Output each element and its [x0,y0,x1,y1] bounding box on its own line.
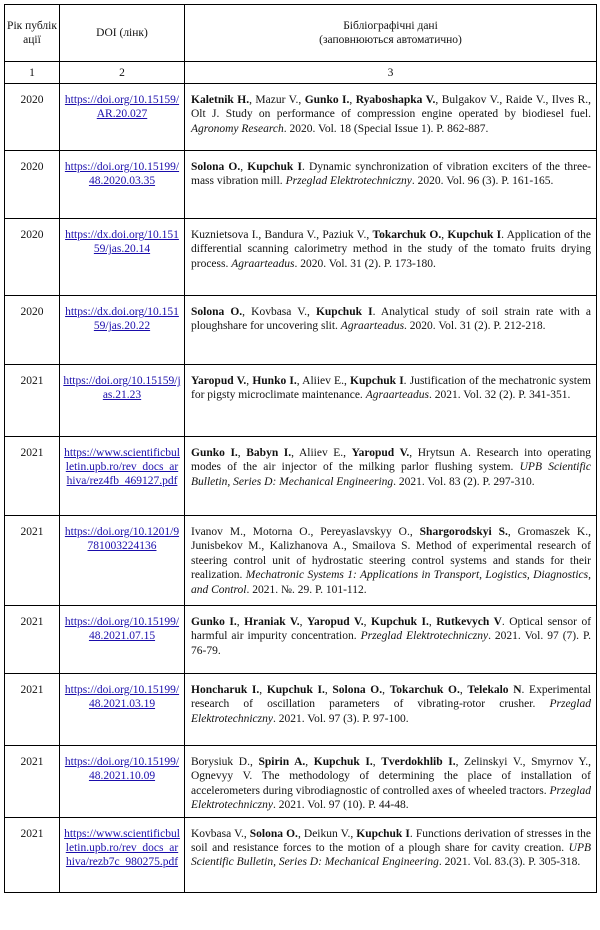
table-row [5,817,597,892]
bibliography-cell [185,746,597,818]
citation-text: , Aliiev E., [291,447,352,459]
table-row [5,219,597,296]
author-name: Yaropud V. [351,447,410,459]
doi-link[interactable]: https://doi.org/10.15199/48.2021.07.15 [64,616,180,642]
column-number: 2 [60,62,185,84]
citation-text: , [299,616,308,628]
table-row [5,746,597,818]
table-row [5,296,597,365]
citation-text: , Gromaszek K., Junisbekov M., Kalizhanova A., Smailova S. Method of experimental research of steering control unit of hydrostatic steering control systems and stands for their realization. [191,526,591,582]
citation-text: . Experimental research of oscillation parameters of vibrating-rotor crusher. [191,684,592,711]
table-row [5,437,597,516]
author-name: Hunko I. [252,375,297,387]
doi-cell [60,219,185,296]
citation-text: , [459,684,468,696]
doi-link[interactable]: https://dx.doi.org/10.15159/jas.20.14 [65,229,179,255]
year-cell: 2021 [5,817,60,892]
citation-text: . 2020. Vol. 31 (2). P. 173-180. [294,257,436,270]
citation-text: . 2021. Vol. 83 (2). P. 297-310. [393,475,535,488]
doi-cell [60,365,185,437]
doi-cell [60,674,185,746]
table-row [5,674,597,746]
author-name: Gunko I. [191,616,237,628]
citation-text: , [372,756,382,768]
bibliography-cell [185,606,597,674]
citation-text: . 2021. Vol. 97 (7). P. 76-79. [191,630,591,657]
author-name: Solona O. [191,161,241,173]
citation-text: , Mazur V., [249,94,305,106]
citation-text: , Bulgakov V., Raide V., Ilves R., Olt J. Study on performance of compression engine operated by biodiesel fuel. [191,94,591,121]
doi-cell [60,437,185,516]
citation-text: . Dynamic synchronization of vibration exciters of the three-mass vibration mill. [191,161,592,188]
column-number-row [5,62,597,84]
citation-text: , Hrytsun A. Research into operating modes of the air injector of the milking parlor flushing system. [191,447,592,474]
citation-text: , [237,447,247,459]
journal-name: Agraarteadus [365,389,429,402]
citation-text: Kuznietsova I., Bandura V., Paziuk V., [191,229,373,241]
author-name: Spirin A. [258,756,306,768]
author-name: Ryaboshapka V. [355,94,436,106]
table-row [5,365,597,437]
author-name: Tokarchuk O. [389,684,460,696]
author-name: Kupchuk I [447,229,502,241]
bibliography-cell [185,365,597,437]
citation-text: , [240,161,248,173]
year-cell: 2021 [5,746,60,818]
header-bib-subtitle: (заповнюються автоматично) [319,34,462,46]
citation-text: , Kovbasa V., [242,306,316,318]
bibliography-cell [185,817,597,892]
citation-text: . 2021. Vol. 83.(3). P. 305-318. [438,856,581,869]
citation-text: . 2020. Vol. 96 (3). P. 161-165. [411,175,554,188]
doi-cell [60,151,185,219]
author-name: Kupchuk I. [371,616,429,628]
citation-text: , [259,684,267,696]
year-cell: 2020 [5,296,60,365]
year-cell: 2021 [5,365,60,437]
author-name: Telekalo N [467,684,522,696]
doi-cell [60,296,185,365]
doi-cell [60,746,185,818]
year-cell: 2020 [5,84,60,151]
author-name: Kupchuk I. [313,756,373,768]
author-name: Tverdokhlib I. [381,756,456,768]
year-cell: 2021 [5,516,60,606]
citation-text: , [324,684,333,696]
doi-link[interactable]: https://doi.org/10.15159/jas.21.23 [63,375,181,401]
doi-link[interactable]: https://dx.doi.org/10.15159/jas.20.22 [65,306,179,332]
author-name: Kupchuk I [247,161,302,173]
table-row [5,151,597,219]
citation-text: Kovbasa V., [191,827,250,840]
citation-text: , [305,756,314,768]
doi-link[interactable]: https://doi.org/10.1201/9781003224136 [64,526,180,552]
journal-name: Przeglad Elektrotechniczny [285,175,412,188]
bibliography-cell [185,151,597,219]
bibliography-cell [185,296,597,365]
doi-link[interactable]: https://doi.org/10.15199/48.2021.10.09 [64,756,180,782]
citation-text: , [349,94,356,106]
journal-name: Agronomy Research [191,122,284,135]
citation-text: . Application of the differential scanning calorimetry method in the study of the tomato fruits drying process. [191,229,591,270]
author-name: Honcharuk I. [191,684,260,696]
bibliography-cell [185,437,597,516]
citation-text: Ivanov M., Motorna O., Pereyaslavskyy O., [191,526,420,538]
doi-cell [60,606,185,674]
year-cell: 2021 [5,606,60,674]
journal-name: UPB Scientific Bulletin, Series D: Mechanical Engineering [191,842,591,869]
citation-text: , [441,229,448,241]
author-name: Solona O. [249,827,298,840]
citation-text: . Analytical study of soil strain rate with a ploughshare for uncovering slit. [191,306,591,333]
citation-text: . 2021. Vol. 97 (3). P. 97-100. [272,712,409,725]
doi-cell [60,84,185,151]
doi-link[interactable]: https://doi.org/10.15199/48.2021.03.19 [64,684,180,710]
doi-cell [60,817,185,892]
author-name: Gunko I. [304,94,350,106]
bibliography-cell [185,219,597,296]
author-name: Yaropud V. [191,375,247,387]
header-year: Рік публік ації [5,5,60,62]
citation-text: . 2021. Vol. 32 (2). P. 341-351. [428,389,571,402]
table-row [5,606,597,674]
citation-text: . 2020. Vol. 31 (2). P. 212-218. [404,320,546,333]
header-doi: DOI (лінк) [60,5,185,62]
year-cell: 2021 [5,437,60,516]
citation-text: , Deikun V., [297,827,357,840]
header-row [5,5,597,62]
table-row [5,516,597,606]
journal-name: Przeglad Elektrotechniczny [191,698,591,725]
author-name: Gunko I. [191,447,238,459]
citation-text: , [246,375,253,387]
doi-link[interactable]: https://doi.org/10.15199/48.2020.03.35 [64,161,180,187]
bibliography-cell [185,674,597,746]
citation-text: Borysiuk D., [191,756,259,768]
author-name: Kupchuk I [350,375,404,387]
author-name: Kupchuk I [315,306,373,318]
year-cell: 2020 [5,219,60,296]
author-name: Tokarchuk O. [372,229,442,241]
bibliography-cell [185,84,597,151]
author-name: Kaletnik H. [191,94,250,106]
header-bib-title: Бібліографічні дані [343,20,438,32]
publications-table [4,4,597,893]
author-name: Hraniak V. [244,616,300,628]
header-bibliography [185,5,597,62]
doi-link[interactable]: https://www.scientificbulletin.upb.ro/rev_docs_arhiva/rezb7c_980275.pdf [64,827,180,868]
journal-name: Agraarteadus [231,257,295,270]
doi-link[interactable]: https://doi.org/10.15159/AR.20.027 [64,94,180,120]
citation-text: , [428,616,437,628]
journal-name: Mechatronic Systems 1: Applications in Transport, Logistics, Diagnostics, and Control [191,569,591,596]
author-name: Yaropud V. [307,616,364,628]
citation-text: . 2021. Vol. 97 (10). P. 44-48. [272,799,409,812]
citation-text: . 2020. Vol. 18 (Special Issue 1). P. 862-887. [283,122,489,135]
author-name: Solona O. [191,306,243,318]
citation-text: , [236,616,245,628]
citation-text: . 2021. №. 29. P. 101-112. [246,583,367,596]
citation-text: , [363,616,371,628]
citation-text: , Zelinskyi V., Smyrnov Y., Ognevyy V. The methodology of determining the place of installation of accelerometers during vibrodiagnostic of controlled axes of wheeled tractors. [191,756,592,797]
citation-text: . Justification of the mechatronic system for pigsty microclimate maintenance. [191,375,592,402]
column-number: 1 [5,62,60,84]
citation-text: , [382,684,390,696]
column-number: 3 [185,62,597,84]
year-cell: 2021 [5,674,60,746]
author-name: Shargorodskyi S. [419,526,508,538]
year-cell: 2020 [5,151,60,219]
table-row [5,84,597,151]
journal-name: UPB Scientific Bulletin, Series D: Mechanical Engineering [191,461,591,488]
bibliography-cell [185,516,597,606]
citation-text: . Functions derivation of stresses in the soil and resistance forces to the motion of a plough share for cavity creation. [191,827,591,855]
citation-text: . Optical sensor of harmful air impurity concentration. [191,616,592,643]
doi-cell [60,516,185,606]
journal-name: Przeglad Elektrotechniczny [360,630,489,643]
author-name: Solona O. [332,684,383,696]
author-name: Babyn I. [246,447,292,459]
journal-name: Przeglad Elektrotechniczny [191,784,591,812]
author-name: Kupchuk I. [266,684,325,696]
journal-name: Agraarteadus [340,320,405,333]
author-name: Rutkevych V [436,616,502,628]
citation-text: , Aliiev E., [296,375,350,387]
author-name: Kupchuk I [356,827,410,840]
doi-link[interactable]: https://www.scientificbulletin.upb.ro/rev_docs_arhiva/rez4fb_469127.pdf [64,447,180,487]
